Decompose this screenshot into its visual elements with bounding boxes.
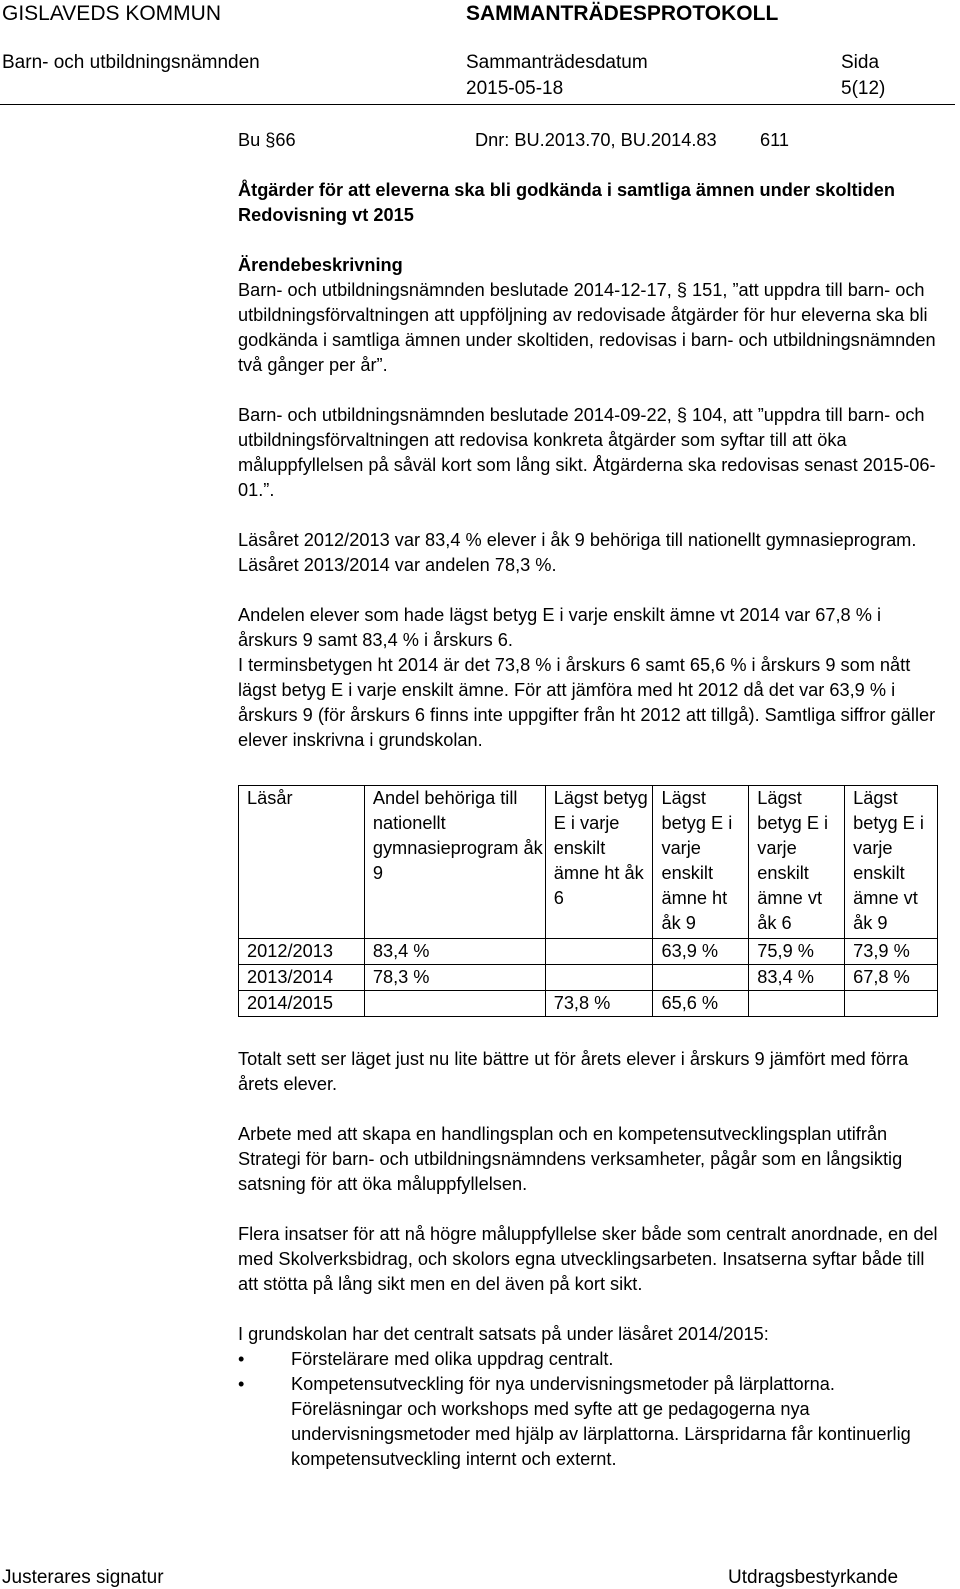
column-header: Lägst betyg E i varje enskilt ämne vt åk 6 xyxy=(749,786,845,939)
case-subtitle: Redovisning vt 2015 xyxy=(238,205,414,225)
committee-name: Barn- och utbildningsnämnden xyxy=(2,52,260,73)
paragraph: I terminsbetygen ht 2014 är det 73,8 % i årskurs 6 samt 65,6 % i årskurs 9 som nått lägst betyg E i varje enskilt ämne. För att jämföra med ht 2012 då det var 63,9 % i årskurs 9 (för årskurs 6 finns inte uppgifter från ht 2012 att tillgå). Samtliga siffror gäller elever inskrivna i grundskolan. xyxy=(238,655,936,750)
column-header: Lägst betyg E i varje enskilt ämne vt åk 9 xyxy=(845,786,938,939)
table-cell: 2014/2015 xyxy=(239,991,365,1017)
results-table xyxy=(238,785,938,1017)
case-number: Bu §66 xyxy=(238,130,296,150)
table-cell xyxy=(845,991,938,1017)
list-intro: I grundskolan har det centralt satsats på under läsåret 2014/2015: xyxy=(238,1324,769,1344)
list-item: • Förstelärare med olika uppdrag centralt. xyxy=(238,1347,938,1372)
table-cell xyxy=(653,965,749,991)
table-cell: 2013/2014 xyxy=(239,965,365,991)
table-cell xyxy=(545,939,653,965)
case-dnr: Dnr: BU.2013.70, BU.2014.83 xyxy=(475,130,717,150)
column-header: Lägst betyg E i varje enskilt ämne ht åk 6 xyxy=(545,786,653,939)
column-header: Andel behöriga till nationellt gymnasieprogram åk 9 xyxy=(364,786,545,939)
case-title: Åtgärder för att eleverna ska bli godkända i samtliga ämnen under skoltiden xyxy=(238,180,895,200)
document-body xyxy=(238,128,938,1472)
paragraph: Barn- och utbildningsnämnden beslutade 2014-12-17, § 151, ”att uppdra till barn- och utbildningsförvaltningen att uppföljning av redovisade åtgärder för hur eleverna ska bli godkända i samtliga ämnen under skoltiden, redovisas i barn- och utbildningsnämnden två gånger per år”. xyxy=(238,280,936,375)
page-number: 5(12) xyxy=(841,78,886,99)
paragraph: Totalt sett ser läget just nu lite bättre ut för årets elever i årskurs 9 jämfört med förra årets elever. xyxy=(238,1049,909,1094)
table-cell: 83,4 % xyxy=(364,939,545,965)
meeting-date: 2015-05-18 xyxy=(466,78,564,99)
table-cell xyxy=(545,965,653,991)
paragraph: Andelen elever som hade lägst betyg E i varje enskilt ämne vt 2014 var 67,8 % i årskurs 9 samt 83,4 % i årskurs 6. xyxy=(238,605,881,650)
table-cell: 67,8 % xyxy=(845,965,938,991)
column-header: Lägst betyg E i varje enskilt ämne ht åk 9 xyxy=(653,786,749,939)
table-cell xyxy=(364,991,545,1017)
table-header-row xyxy=(239,786,938,939)
org-name: GISLAVEDS KOMMUN xyxy=(2,2,221,25)
table-cell: 75,9 % xyxy=(749,939,845,965)
table-cell: 78,3 % xyxy=(364,965,545,991)
header-divider xyxy=(0,104,955,105)
table-cell: 73,8 % xyxy=(545,991,653,1017)
page-label: Sida xyxy=(841,52,880,73)
list-item: • Kompetensutveckling för nya undervisningsmetoder på lärplattorna. Föreläsningar och workshops med syfte att ge pedagogerna nya undervisningsmetoder med hjälp av lärplattorna. Lärspridarna får kontinuerlig kompetensutveckling internt och externt. xyxy=(238,1372,938,1472)
document-title: SAMMANTRÄDESPROTOKOLL xyxy=(466,2,779,25)
table-row xyxy=(239,965,938,991)
paragraph: Flera insatser för att nå högre måluppfyllelse sker både som centralt anordnade, en del med Skolverksbidrag, och skolors egna utvecklingsarbeten. Insatserna syftar både till att stötta på lång sikt men en del även på kort sikt. xyxy=(238,1224,938,1294)
bullet-list xyxy=(238,1347,938,1472)
table-cell: 83,4 % xyxy=(749,965,845,991)
table-cell: 73,9 % xyxy=(845,939,938,965)
case-code: 611 xyxy=(760,130,789,150)
section-heading: Ärendebeskrivning xyxy=(238,255,403,275)
paragraph: Läsåret 2012/2013 var 83,4 % elever i åk 9 behöriga till nationellt gymnasieprogram. Läsåret 2013/2014 var andelen 78,3 %. xyxy=(238,530,917,575)
case-reference xyxy=(238,128,938,153)
table-row xyxy=(239,939,938,965)
table-cell: 63,9 % xyxy=(653,939,749,965)
footer-left: Justerares signatur xyxy=(2,1567,164,1588)
column-header: Läsår xyxy=(239,786,365,939)
table-cell: 2012/2013 xyxy=(239,939,365,965)
page-header xyxy=(0,0,960,108)
paragraph: Barn- och utbildningsnämnden beslutade 2014-09-22, § 104, att ”uppdra till barn- och utbildningsförvaltningen att redovisa konkreta åtgärder som syftar till att öka måluppfyllelsen på såväl kort som lång sikt. Åtgärderna ska redovisas senast 2015-06-01.”. xyxy=(238,405,936,500)
table-cell: 65,6 % xyxy=(653,991,749,1017)
table-cell xyxy=(749,991,845,1017)
table-row xyxy=(239,991,938,1017)
meeting-date-label: Sammanträdesdatum xyxy=(466,52,648,73)
paragraph: Arbete med att skapa en handlingsplan och en kompetensutvecklingsplan utifrån Strategi för barn- och utbildningsnämndens verksamheter, pågår som en långsiktig satsning för att öka måluppfyllelsen. xyxy=(238,1124,903,1194)
footer-right: Utdragsbestyrkande xyxy=(728,1567,899,1588)
